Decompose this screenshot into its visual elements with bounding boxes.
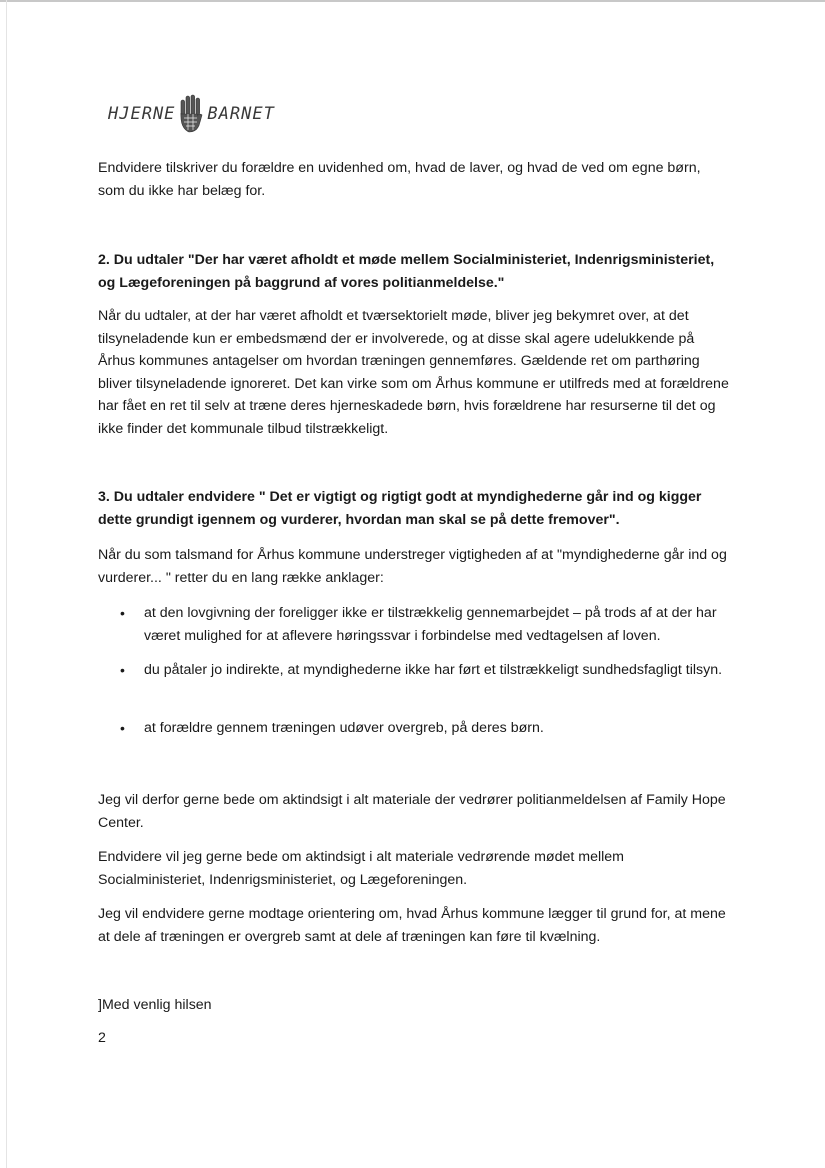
request-paragraph-2: Endvidere vil jeg gerne bede om aktindsigt i alt materiale vedrørende mødet mellem Socialministeriet, Indenrigsministeriet, og Lægeforeningen. <box>98 849 624 888</box>
scan-edge-top <box>0 0 825 2</box>
logo-text-right: BARNET <box>207 104 275 124</box>
request-paragraph-1: Jeg vil derfor gerne bede om aktindsigt i alt materiale der vedrører politianmeldelsen af Family Hope Center. <box>98 792 726 831</box>
organization-logo <box>108 92 275 136</box>
page-number: 2 <box>98 1030 106 1046</box>
bullet-marker: • <box>120 720 125 736</box>
section-2-heading: 2. Du udtaler "Der har været afholdt et møde mellem Socialministeriet, Indenrigsministeriet, og Lægeforeningen på baggrund af vores politianmeldelse." <box>98 252 715 291</box>
bullet-marker: • <box>120 605 125 621</box>
section-3-body: Når du som talsmand for Århus kommune understreger vigtigheden af at "myndighederne går ind og vurderer... " retter du en lang række anklager: <box>98 547 727 586</box>
bullet-item-2: du påtaler jo indirekte, at myndighederne ikke har ført et tilstrækkeligt sundhedsfagligt tilsyn. <box>144 662 723 678</box>
request-paragraph-3: Jeg vil endvidere gerne modtage orientering om, hvad Århus kommune lægger til grund for, at mene at dele af træningen er overgreb samt at dele af træningen kan føre til kvælning. <box>98 906 726 945</box>
bullet-marker: • <box>120 662 125 678</box>
intro-paragraph: Endvidere tilskriver du forældre en uvidenhed om, hvad de laver, og hvad de ved om egne børn, som du ikke har belæg for. <box>98 160 701 199</box>
scan-edge-left <box>6 0 7 1168</box>
hand-icon <box>178 94 204 134</box>
closing-line: ]Med venlig hilsen <box>98 997 212 1013</box>
logo-text-left: HJERNE <box>108 104 176 124</box>
bullet-item-1: at den lovgivning der foreligger ikke er tilstrækkelig gennemarbejdet – på trods af at der har været mulighed for at aflevere høringssvar i forbindelse med vedtagelsen af loven. <box>144 605 717 644</box>
section-3-heading: 3. Du udtaler endvidere " Det er vigtigt og rigtigt godt at myndighederne går ind og kigger dette grundigt igennem og vurderer, hvordan man skal se på dette fremover". <box>98 489 702 528</box>
section-2-body: Når du udtaler, at der har været afholdt et tværsektorielt møde, bliver jeg bekymret over, at det tilsyneladende kun er embedsmænd der er involverede, og at disse skal agere udelukkende på Århus kommunes antagelser om hvordan træningen gennemføres. Gældende ret om parthøring bliver tilsyneladende ignoreret. Det kan virke som om Århus kommune er utilfreds med at forældrene har fået en ret til selv at træne deres hjerneskadede børn, hvis forældrene har resurserne til det og ikke finder det kommunale tilbud tilstrækkeligt. <box>98 308 729 437</box>
bullet-item-3: at forældre gennem træningen udøver overgreb, på deres børn. <box>144 720 544 736</box>
